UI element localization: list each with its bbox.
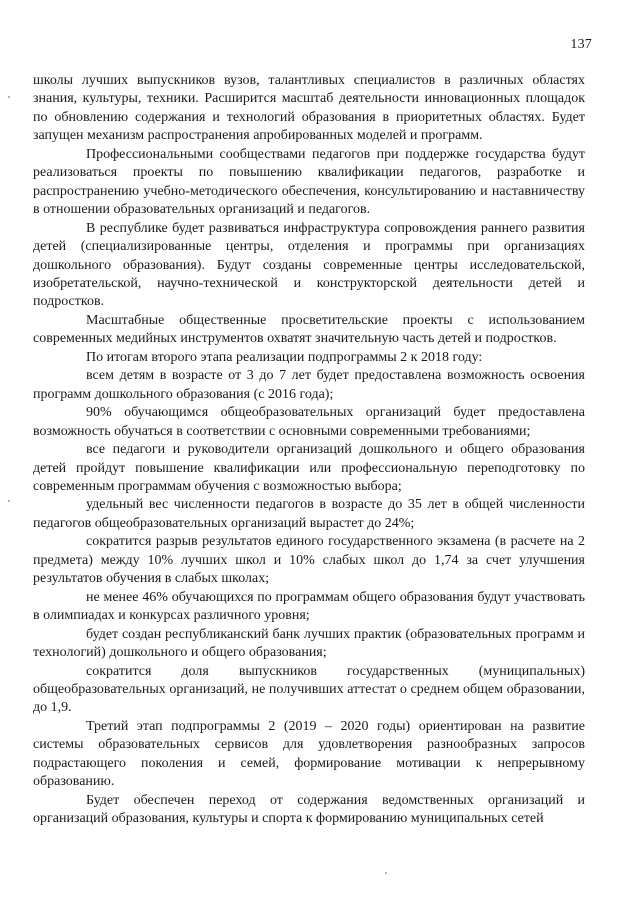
paragraph-4: Масштабные общественные просветительские проекты с использованием современных медийных инструментов охватят значительную часть детей и подростков.: [33, 312, 585, 347]
list-item-graduates-without-certificate: сократится доля выпускников государственных (муниципальных) общеобразовательных организаций, не получивших аттестат о среднем общем образовании, до 1,9.: [33, 663, 585, 716]
paragraph-5: По итогам второго этапа реализации подпрограммы 2 к 2018 году:: [86, 349, 483, 365]
list-item-preschool-access: всем детям в возрасте от 3 до 7 лет будет предоставлена возможность освоения программ дошкольного образования (с 2016 года);: [33, 368, 585, 402]
paragraph-transition: Будет обеспечен переход от содержания ведомственных организаций и организаций образования, культуры и спорта к формированию муниципальных сетей: [33, 792, 585, 827]
list-item-young-teachers: удельный вес численности педагогов в возрасте до 35 лет в общей численности педагогов общеобразовательных организаций вырастет до 24%;: [33, 497, 585, 531]
list-item-modern-requirements: 90% обучающимся общеобразовательных организаций будет предоставлена возможность обучаться в соответствии с основными современными требованиями;: [33, 405, 585, 439]
paragraph-1: школы лучших выпускников вузов, талантливых специалистов в различных областях знания, культуры, техники. Расширится масштаб деятельности инновационных площадок по обновлению содержания и технологий образования в приоритетных областях. Будет запущен механизм распространения апробированных моделей и программ.: [33, 73, 585, 144]
paragraph-3: В республике будет развиваться инфраструктура сопровождения раннего развития детей (специализированные центры, отделения и программы при организациях дошкольного образования). Будут созданы современные центры исследовательской, изобретательской, научно-технической и конструкторской деятельности детей и подростков.: [33, 220, 585, 310]
scan-speck: [8, 500, 10, 502]
scan-speck: [385, 872, 387, 874]
scan-speck: [8, 96, 10, 98]
page-number: 137: [570, 37, 592, 52]
paragraph-third-stage: Третий этап подпрограммы 2 (2019 – 2020 годы) ориентирован на развитие системы образовательных сервисов для удовлетворения разнообразных запросов подрастающего поколения и семей, формирование мотивации к непрерывному образованию.: [33, 718, 585, 790]
body-text: [33, 72, 585, 829]
list-item-exam-gap: сократится разрыв результатов единого государственного экзамена (в расчете на 2 предмета) между 10% лучших школ и 10% слабых школ до 1,74 за счет улучшения результатов обучения в слабых школах;: [33, 534, 585, 587]
list-item-teacher-training: все педагоги и руководители организаций дошкольного и общего образования детей пройдут повышение квалификации или профессиональную переподготовку по современным программам обучения с возможностью выбора;: [33, 442, 585, 494]
paragraph-2: Профессиональными сообществами педагогов при поддержке государства будут реализоваться проекты по повышению квалификации педагогов, разработке и распространению учебно-методического обеспечения, консультированию и наставничеству в отношении образовательных организаций и педагогов.: [33, 146, 585, 218]
list-item-best-practices-bank: будет создан республиканский банк лучших практик (образовательных программ и технологий) дошкольного и общего образования;: [33, 626, 585, 661]
list-item-olympiads: не менее 46% обучающихся по программам общего образования будут участвовать в олимпиадах и конкурсах различного уровня;: [33, 589, 585, 624]
